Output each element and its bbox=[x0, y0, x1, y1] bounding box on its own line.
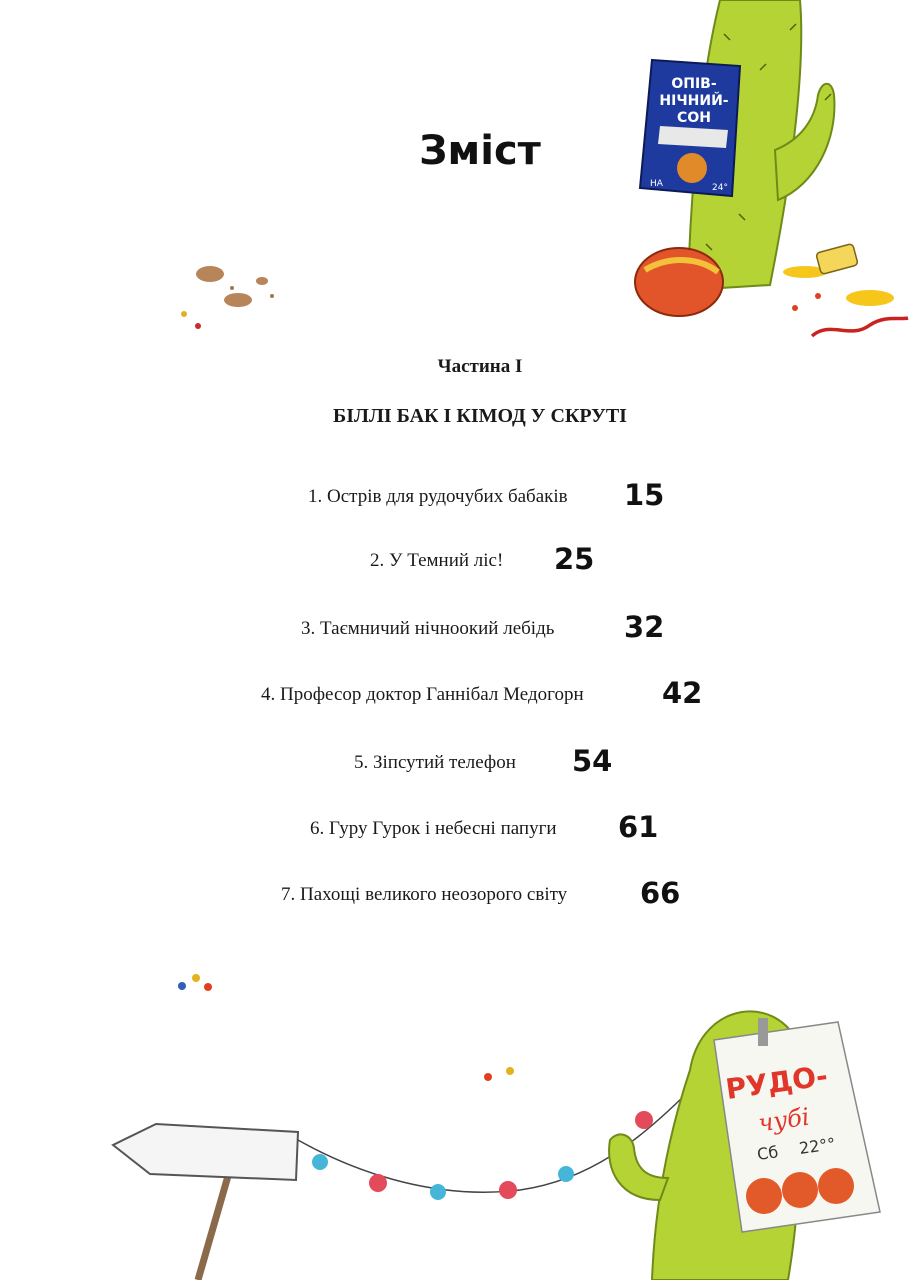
toc-item-label: 4. Професор доктор Ганнібал Медогорн bbox=[261, 684, 584, 705]
pebbles-icon bbox=[181, 266, 274, 329]
toc-item-page: 42 bbox=[662, 676, 703, 710]
poster-top-corner-left: НА bbox=[650, 179, 663, 189]
signpost-icon bbox=[113, 1124, 298, 1280]
poster-bottom-line4: 22°° bbox=[797, 1134, 837, 1158]
poster-top-corner-right: 24° bbox=[712, 183, 728, 193]
toc-item-page: 66 bbox=[640, 876, 681, 910]
toc-item-label: 2. У Темний ліс! bbox=[370, 550, 504, 571]
toc-item-page: 25 bbox=[554, 542, 595, 576]
toc-item-page: 54 bbox=[572, 744, 613, 778]
poster-top-line3: СОН bbox=[677, 110, 711, 126]
part-label: Частина I bbox=[437, 356, 523, 377]
poster-bottom bbox=[714, 1018, 880, 1232]
toc-item-label: 1. Острів для рудочубих бабаків bbox=[308, 486, 568, 507]
poster-top-line2: НІЧНИЙ- bbox=[659, 93, 729, 109]
spilled-cup-icon bbox=[783, 243, 908, 336]
toc-item-page: 61 bbox=[618, 810, 659, 844]
poster-bottom-line3: Сб bbox=[755, 1142, 780, 1164]
toc-item-page: 15 bbox=[624, 478, 665, 512]
poster-bottom-line1: РУДО- bbox=[723, 1059, 830, 1107]
page-title: Зміст bbox=[419, 128, 541, 174]
confetti-icon bbox=[178, 974, 514, 1081]
toc-item-label: 6. Гуру Гурок і небесні папуги bbox=[310, 818, 557, 839]
poster-top-line1: ОПІВ- bbox=[671, 76, 717, 92]
part-subtitle: БІЛЛІ БАК І КІМОД У СКРУТІ bbox=[333, 405, 627, 427]
poster-bottom-line2: чубі bbox=[756, 1102, 812, 1138]
toc-item-label: 7. Пахощі великого неозорого світу bbox=[281, 884, 568, 905]
toc-item-label: 5. Зіпсутий телефон bbox=[354, 752, 516, 773]
toc-item-page: 32 bbox=[624, 610, 665, 644]
toc-item-label: 3. Таємничий нічноокий лебідь bbox=[301, 618, 555, 639]
